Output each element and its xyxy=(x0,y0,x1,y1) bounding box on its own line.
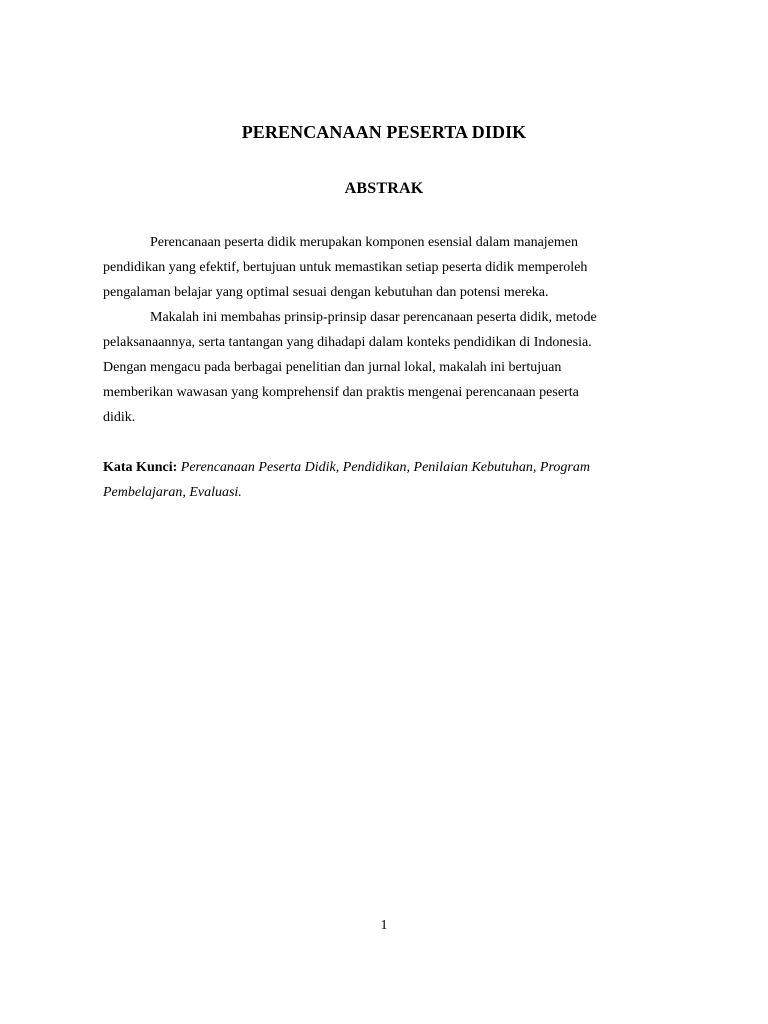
document-title: PERENCANAAN PESERTA DIDIK xyxy=(241,122,527,142)
abstract-line: memberikan wawasan yang komprehensif dan praktis mengenai perencanaan peserta xyxy=(103,385,579,400)
keywords-line xyxy=(103,459,590,477)
abstract-line: Dengan mengacu pada berbagai penelitian dan jurnal lokal, makalah ini bertujuan xyxy=(103,360,562,375)
keywords-continuation: Pembelajaran, Evaluasi. xyxy=(103,485,242,500)
abstract-line: pengalaman belajar yang optimal sesuai dengan kebutuhan dan potensi mereka. xyxy=(103,285,549,300)
abstract-line: pelaksanaannya, serta tantangan yang dihadapi dalam konteks pendidikan di Indonesia. xyxy=(103,335,592,350)
abstract-line: didik. xyxy=(103,410,136,425)
abstract-line: Makalah ini membahas prinsip-prinsip dasar perencanaan peserta didik, metode xyxy=(150,310,597,325)
abstract-heading: ABSTRAK xyxy=(344,180,424,197)
abstract-line: pendidikan yang efektif, bertujuan untuk memastikan setiap peserta didik memperoleh xyxy=(103,260,588,275)
keywords-label: Kata Kunci: xyxy=(103,460,178,475)
page-number: 1 xyxy=(380,918,388,933)
abstract-line: Perencanaan peserta didik merupakan komponen esensial dalam manajemen xyxy=(150,235,578,250)
keywords-text: Perencanaan Peserta Didik, Pendidikan, Penilaian Kebutuhan, Program xyxy=(180,460,590,475)
